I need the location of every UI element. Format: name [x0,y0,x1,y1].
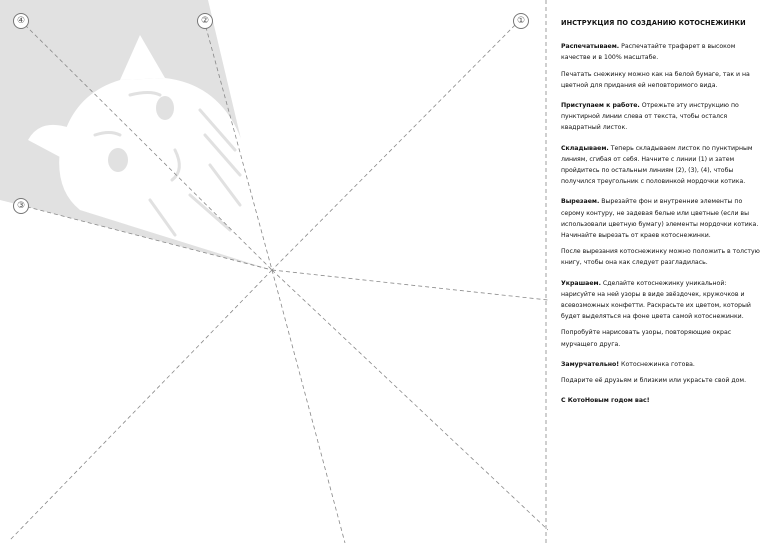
step-cut-text: Вырезайте фон и внутренние элементы по серому контуру, не задевая белые или цветные (если вы использовали цветную бумагу) элементы мордочки котика. Начинайте вырезать от краев котоснежинки. [561,198,759,240]
step-print-text: Распечатайте трафарет в высоком качестве и в 100% масштабе. [561,43,736,62]
closing-greeting [561,395,761,406]
step-start [561,100,761,134]
step-done-note: Подарите её друзьям и близким или украсьте свой дом. [561,377,747,385]
fold-marker-3: ③ [13,198,29,214]
step-done-text: Котоснежинка готова. [619,360,695,368]
step-cut [561,196,761,241]
fold-marker-4: ④ [13,13,29,29]
step-fold [561,143,761,188]
step-start-title: Приступаем к работе. [561,102,640,110]
step-fold-title: Складываем. [561,144,609,152]
step-print-note: Печатать снежинку можно как на белой бумаге, так и на цветной для придания ей неповторимого вида. [561,70,750,89]
instructions-panel [561,18,761,411]
fold-marker-2: ② [197,13,213,29]
step-decorate [561,278,761,323]
step-fold-text: Теперь складываем листок по пунктирным линиям, сгибая от себя. Начните с линии (1) и затем пройдитесь по остальным линиям (2), (3), (4), чтобы получился треугольник с половинкой мордочки котика. [561,144,753,186]
step-decorate-title: Украшаем. [561,279,601,287]
step-decorate-note: Попробуйте нарисовать узоры, повторяющие окрас мурчащего друга. [561,329,732,348]
step-decorate-text: Сделайте котоснежинку уникальной: нарисуйте на ней узоры в виде звёздочек, кружочков и всевозможных конфетти. Раскрасьте их цветом, который будет выделяться на фоне цвета самой котоснежинки. [561,279,751,321]
instructions-title: ИНСТРУКЦИЯ ПО СОЗДАНИЮ КОТОСНЕЖИНКИ [561,19,746,27]
fold-marker-1: ① [513,13,529,29]
step-print-title: Распечатываем. [561,43,620,51]
step-cut-title: Вырезаем. [561,198,600,206]
closing-text: С КотоНовым годом вас! [561,397,650,405]
step-cut-note: После вырезания котоснежинку можно положить в толстую книгу, чтобы она как следует разгладилась. [561,248,760,267]
step-done-title: Замурчательно! [561,360,620,368]
step-done [561,359,761,370]
step-start-text: Отрежьте эту инструкцию по пунктирной линии слева от текста, чтобы остался квадратный листок. [561,102,739,132]
step-print [561,41,761,63]
